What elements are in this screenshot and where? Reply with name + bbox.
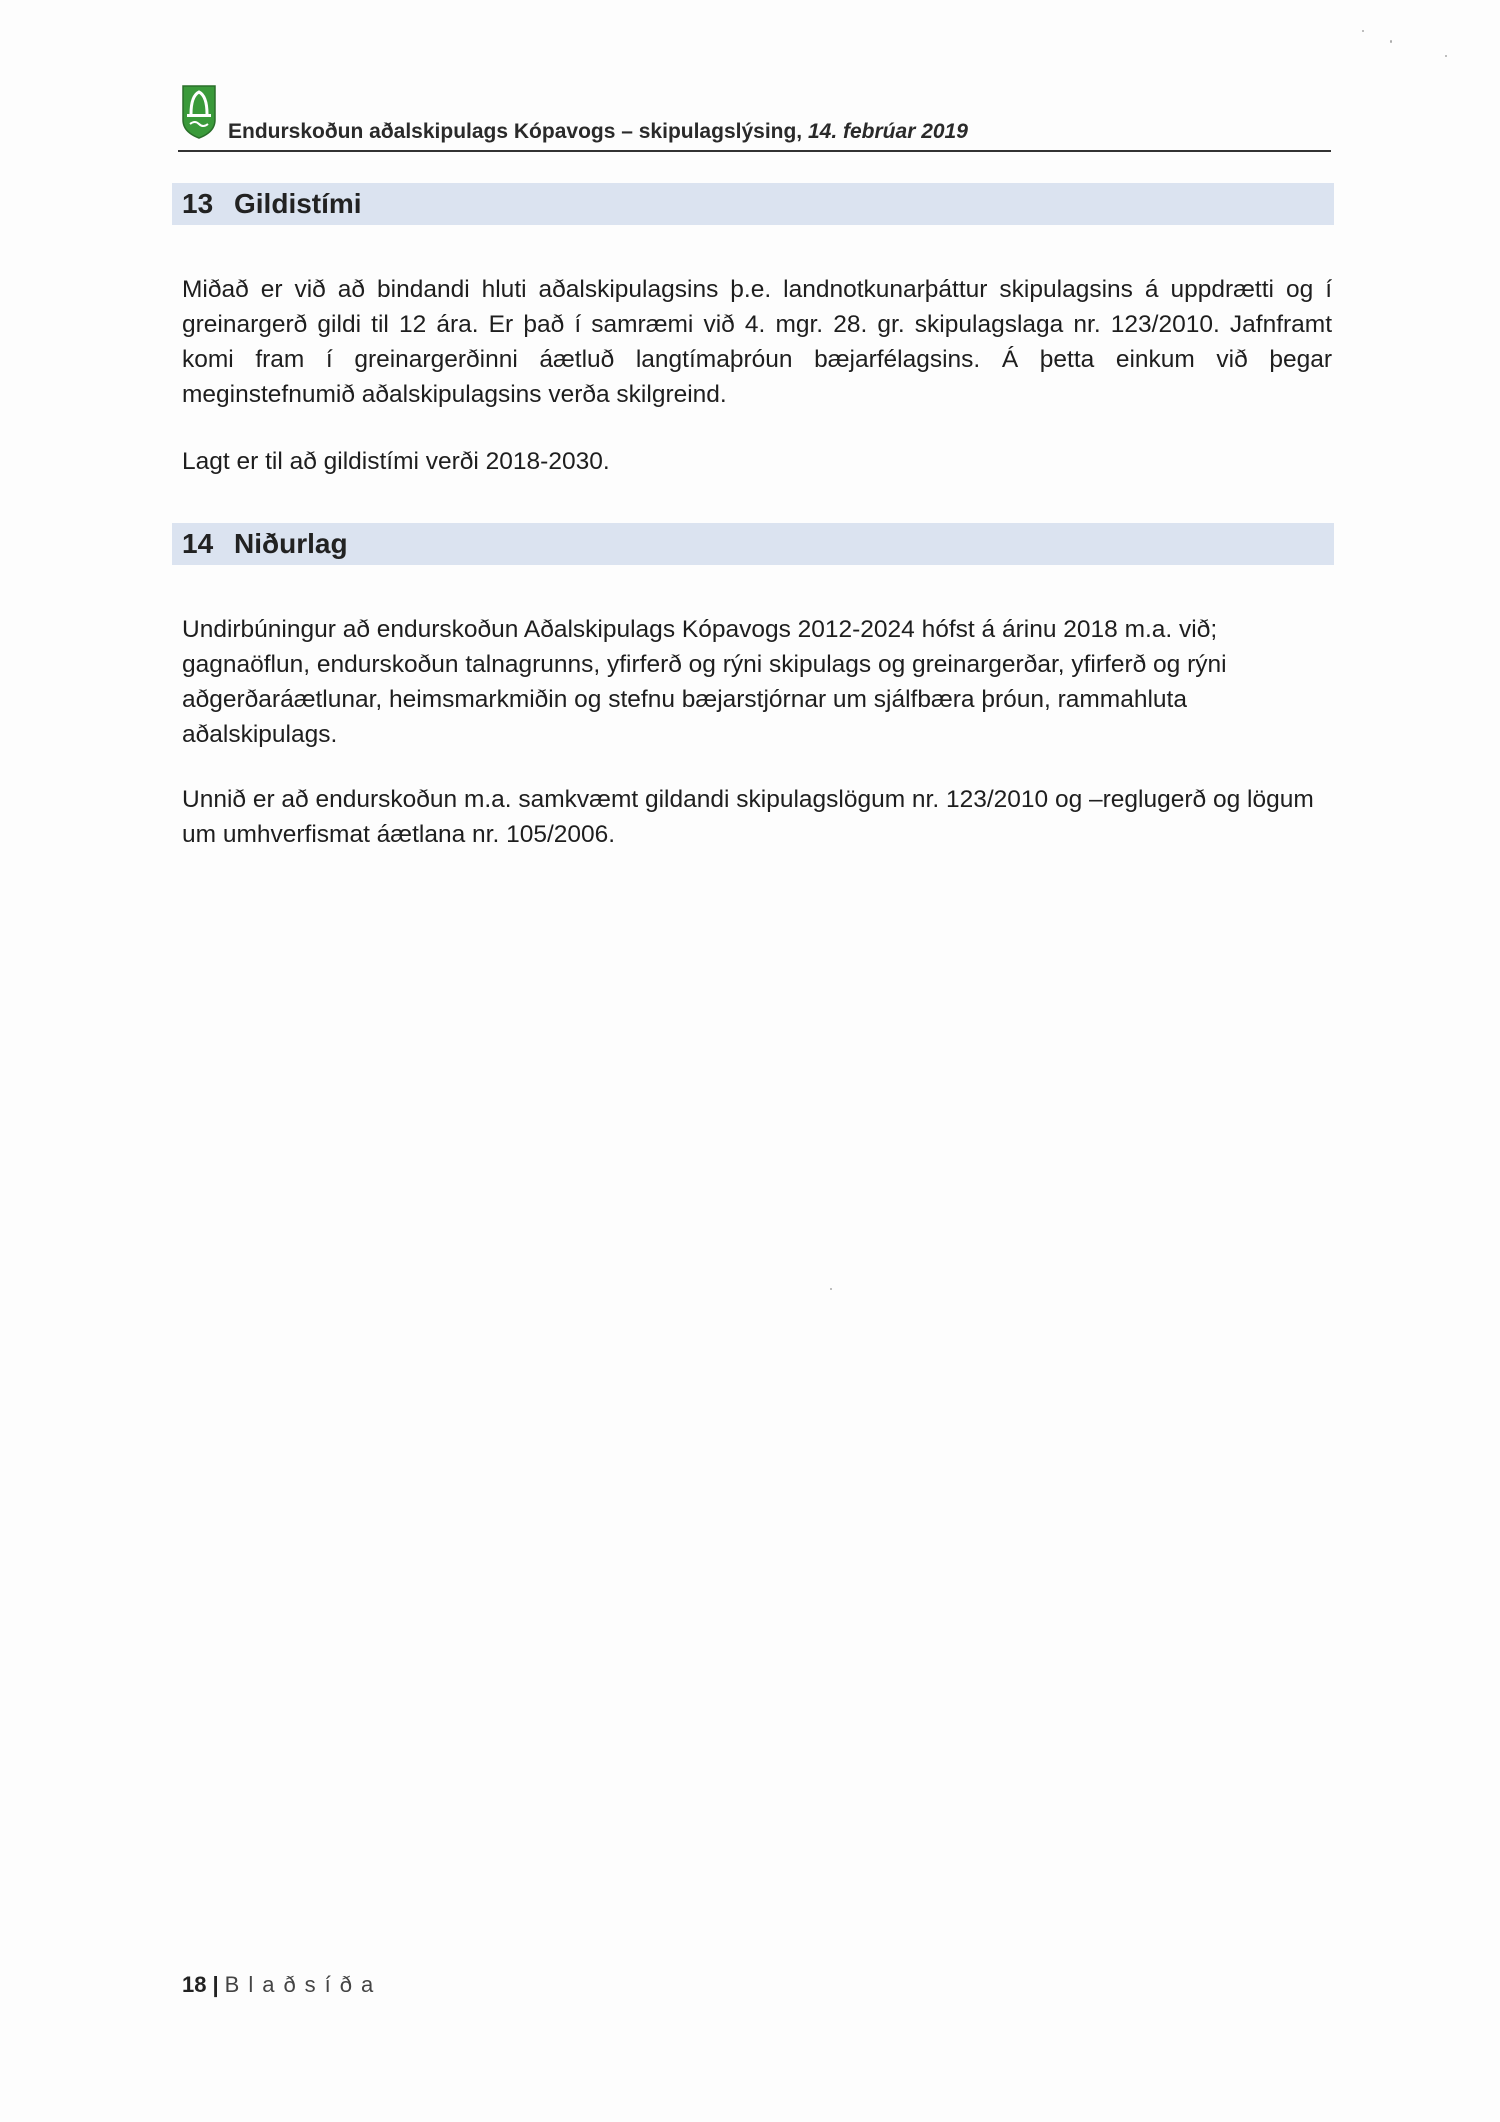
scan-speck — [1390, 40, 1392, 43]
header-title-text: Endurskoðun aðalskipulags Kópavogs – skipulagslýsing, — [228, 120, 803, 143]
section-heading-gildistimi — [172, 183, 1334, 225]
section-title: Niðurlag — [234, 528, 348, 559]
paragraph: Unnið er að endurskoðun m.a. samkvæmt gildandi skipulagslögum nr. 123/2010 og –reglugerð og lögum um umhverfismat áætlana nr. 105/2006. — [182, 786, 1314, 848]
page-footer — [182, 1972, 382, 1998]
section-number: 14 — [182, 528, 214, 559]
scan-speck — [1362, 30, 1364, 32]
paragraph: Miðað er við að bindandi hluti aðalskipulagsins þ.e. landnotkunarþáttur skipulagsins á uppdrætti og í greinargerð gildi til 12 ára. Er það í samræmi við 4. mgr. 28. gr. skipulagslaga nr. 123/2010. Jafnframt komi fram í greinargerðinni áætluð langtímaþróun bæjarfélagsins. Á þetta einkum við þegar meginstefnumið aðalskipulagsins verða skilgreind. — [182, 276, 1332, 408]
section-title: Gildistími — [234, 188, 362, 219]
scan-speck — [1445, 55, 1447, 57]
header-date: 14. febrúar 2019 — [807, 120, 968, 143]
page-header — [178, 82, 1331, 152]
section-heading-nidurlag — [172, 523, 1334, 565]
kopavogur-crest-icon — [181, 82, 217, 140]
page-label: Blaðsíða — [224, 1972, 383, 1997]
page-number: 18 — [182, 1972, 207, 1997]
header-title — [228, 120, 968, 144]
paragraph: Undirbúningur að endurskoðun Aðalskipulags Kópavogs 2012-2024 hófst á árinu 2018 m.a. við; gagnaöflun, endurskoðun talnagrunns, yfirferð og rýni skipulags og greinargerðar, yfirferð og rýni aðgerðaráætlunar, heimsmarkmiðin og stefnu bæjarstjórnar um sjálfbæra þróun, rammahluta aðalskipulags. — [182, 616, 1227, 748]
section-number: 13 — [182, 188, 214, 219]
paragraph: Lagt er til að gildistími verði 2018-2030. — [182, 448, 610, 475]
scan-speck — [830, 1288, 832, 1290]
footer-separator: | — [212, 1972, 219, 1997]
